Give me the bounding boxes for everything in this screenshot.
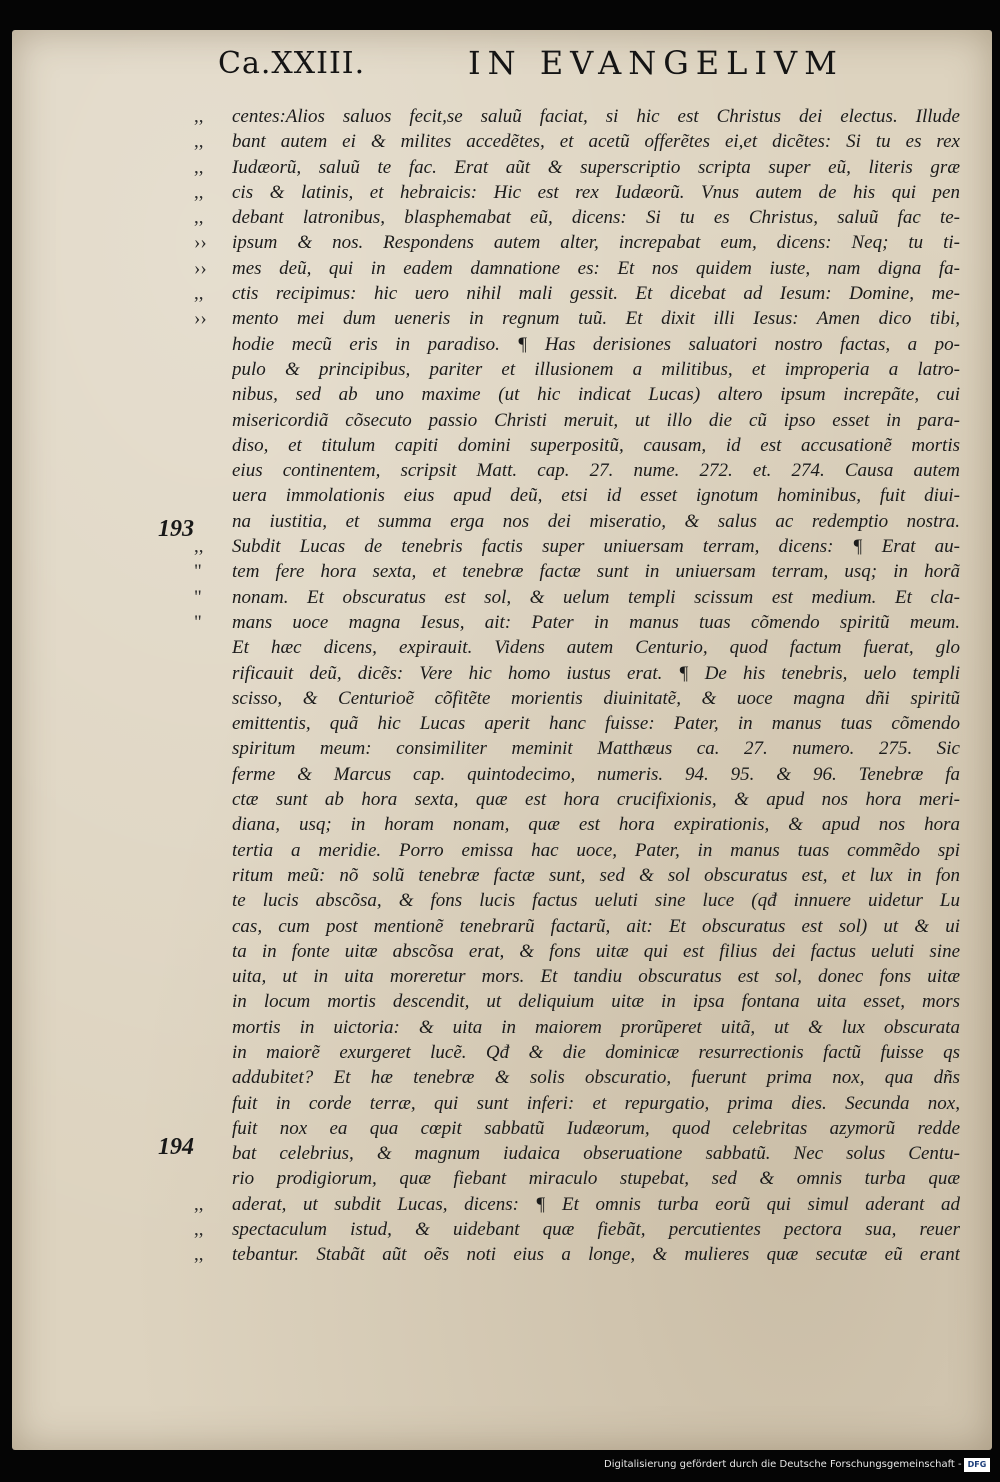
text-line: debant latronibus, blasphemabat eũ, dicens: Si tu es Christus, saluũ fac te-: [232, 207, 960, 229]
text-line: cis & latinis, et hebraicis: Hic est rex Iudæorũ. Vnus autem de his qui pen: [232, 181, 960, 203]
text-line: misericordiã cõsecuto passio Christi meruit, ut illo die cũ ipso esset in para-: [232, 409, 960, 431]
text-line: hodie mecũ eris in paradiso. ¶ Has derisiones saluatori nostro factas, a po-: [232, 333, 960, 355]
text-line: ferme & Marcus cap. quintodecimo, numeris. 94. 95. & 96. Tenebræ fa: [232, 763, 960, 785]
margin-number: 193: [158, 516, 194, 542]
credit-text: Digitalisierung gefördert durch die Deutsche Forschungsgemeinschaft -: [604, 1459, 962, 1470]
quote-mark: ,,: [194, 131, 204, 153]
text-line: tebantur. Stabãt aũt oẽs noti eius a longe, & mulieres quæ secutæ eũ erant: [232, 1244, 960, 1266]
text-line: ta in fonte uitæ abscõsa erat, & fons uitæ qui est filius dei factus ueluti sine: [232, 940, 960, 962]
text-line: spiritum meum: consimiliter meminit Matthæus ca. 27. numero. 275. Sic: [232, 738, 960, 760]
text-line: bant autem ei & milites accedẽtes, et acetũ offerẽtes ei,et dicẽtes: Si tu es rex: [232, 131, 960, 153]
text-line: Iudæorũ, saluũ te fac. Erat aũt & superscriptio scripta super eũ, literis græ: [232, 156, 960, 178]
dfg-logo: DFG: [964, 1458, 990, 1472]
body-text: [232, 104, 960, 1268]
quote-mark: ": [194, 561, 202, 583]
text-line: fuit nox ea qua cœpit sabbatũ Iudæorum, quod celebritas azymorũ redde: [232, 1117, 960, 1139]
quote-mark: ››: [194, 232, 207, 254]
quote-mark: ,,: [194, 106, 204, 127]
quote-mark: ": [194, 611, 202, 633]
text-line: ipsum & nos. Respondens autem alter, increpabat eum, dicens: Neq; tu ti-: [232, 232, 960, 254]
text-line: rificauit deũ, dicẽs: Vere hic homo iustus erat. ¶ De his tenebris, uelo templi: [232, 662, 960, 684]
text-line: uera immolationis eius apud deũ, etsi id esset ignotum hominibus, fuit diui-: [232, 485, 960, 507]
text-line: uita, ut in uita moreretur mors. Et tandiu obscuratus est sol, donec fons uitæ: [232, 966, 960, 988]
text-line: in maiorẽ exurgeret lucẽ. Qđ & die dominicæ resurrectionis factũ fuisse qs: [232, 1041, 960, 1063]
text-line: nonam. Et obscuratus est sol, & uelum templi scissum est medium. Et cla-: [232, 586, 960, 608]
quote-mark: ››: [194, 257, 207, 279]
text-line: te lucis abscõsa, & fons lucis factus ueluti sine luce (qđ innuere uidetur Lu: [232, 890, 960, 912]
quote-mark: ,,: [194, 1244, 204, 1266]
chapter-heading: Ca.XXIII.: [218, 46, 366, 81]
text-line: ctæ sunt ab hora sexta, quæ est hora crucifixionis, & apud nos hora meri-: [232, 789, 960, 811]
running-head: [218, 40, 978, 92]
text-line: mans uoce magna Iesus, ait: Pater in manus tuas cõmendo spiritũ meum.: [232, 611, 960, 633]
quote-mark: ,,: [194, 283, 204, 305]
text-line: pulo & principibus, pariter et illusionem a militibus, et improperia a latro-: [232, 358, 960, 380]
text-line: scisso, & Centurioẽ cõfitẽte morientis diuinitatẽ, & uoce magna dñi spiritũ: [232, 687, 960, 709]
text-line: rio prodigiorum, quæ fiebant miraculo stupebat, sed & omnis turba quæ: [232, 1168, 960, 1190]
quote-mark: ,,: [194, 156, 204, 178]
text-line: spectaculum istud, & uidebant quæ fiebãt, percutientes pectora sua, reuer: [232, 1219, 960, 1241]
text-line: Et hæc dicens, expirauit. Videns autem Centurio, quod factum fuerat, glo: [232, 637, 960, 659]
margin-number: 194: [158, 1134, 194, 1160]
text-line: aderat, ut subdit Lucas, dicens: ¶ Et omnis turba eorũ qui simul aderant ad: [232, 1193, 960, 1215]
digitization-credit: [604, 1456, 996, 1476]
text-line: addubitet? Et hæ tenebræ & solis obscuratio, fuerunt prima nox, qua dñs: [232, 1067, 960, 1089]
text-line: tem fere hora sexta, et tenebræ factæ sunt in uniuersam terram, usq; in horã: [232, 561, 960, 583]
text-line: diana, usq; in horam nonam, quæ est hora expirationis, & apud nos hora: [232, 814, 960, 836]
text-line: bat celebrius, & magnum iudaica obseruatione sabbatũ. Nec solus Centu-: [232, 1143, 960, 1165]
book-title-heading: IN EVANGELIVM: [468, 44, 844, 82]
text-line: ctis recipimus: hic uero nihil mali gessit. Et dicebat ad Iesum: Domine, me-: [232, 283, 960, 305]
text-line: fuit in corde terræ, qui sunt inferi: et repurgatio, prima dies. Secunda nox,: [232, 1092, 960, 1114]
text-line: emittentis, quã hic Lucas aperit hanc fuisse: Pater, in manus tuas cõmendo: [232, 713, 960, 735]
text-line: Subdit Lucas de tenebris factis super uniuersam terram, dicens: ¶ Erat au-: [232, 536, 960, 558]
quote-mark: ,,: [194, 536, 204, 558]
text-line: in locum mortis descendit, ut deliquium uitæ in ipsa fontana uita esset, mors: [232, 991, 960, 1013]
quote-mark: ,,: [194, 207, 204, 229]
text-line: nibus, sed ab uno maxime (ut hic indicat Lucas) altero ipsum increpãte, cui: [232, 384, 960, 406]
text-line: ritum meũ: nõ solũ tenebræ factæ sunt, sed & sol obscuratus est, et lux in fon: [232, 864, 960, 886]
quote-mark: ": [194, 586, 202, 608]
quote-mark: ,,: [194, 1219, 204, 1241]
text-line: mento mei dum ueneris in regnum tuũ. Et dixit illi Iesus: Amen dico tibi,: [232, 308, 960, 330]
text-line: na iustitia, et summa erga nos dei miseratio, & salus ac redemptio nostra.: [232, 510, 960, 532]
text-line: tertia a meridie. Porro emissa hac uoce, Pater, in manus tuas commẽdo spi: [232, 839, 960, 861]
text-line: mortis in uictoria: & uita in maiorem prorũperet uitã, ut & lux obscurata: [232, 1016, 960, 1038]
text-line: centes:Alios saluos fecit,se saluũ faciat, si hic est Christus dei electus. Illude: [232, 106, 960, 127]
quote-mark: ,,: [194, 181, 204, 203]
text-line: mes deũ, qui in eadem damnatione es: Et nos quidem iuste, nam digna fa-: [232, 257, 960, 279]
quote-mark: ››: [194, 308, 207, 330]
quotation-marks-column: [194, 104, 228, 1268]
text-line: diso, et titulum capiti domini superpositũ, causam, id est accusationẽ mortis: [232, 434, 960, 456]
text-line: cas, cum post mentionẽ tenebrarũ factarũ, ait: Et obscuratus est sol) ut & ui: [232, 915, 960, 937]
quote-mark: ,,: [194, 1193, 204, 1215]
text-line: eius continentem, scripsit Matt. cap. 27. nume. 272. et. 274. Causa autem: [232, 460, 960, 482]
